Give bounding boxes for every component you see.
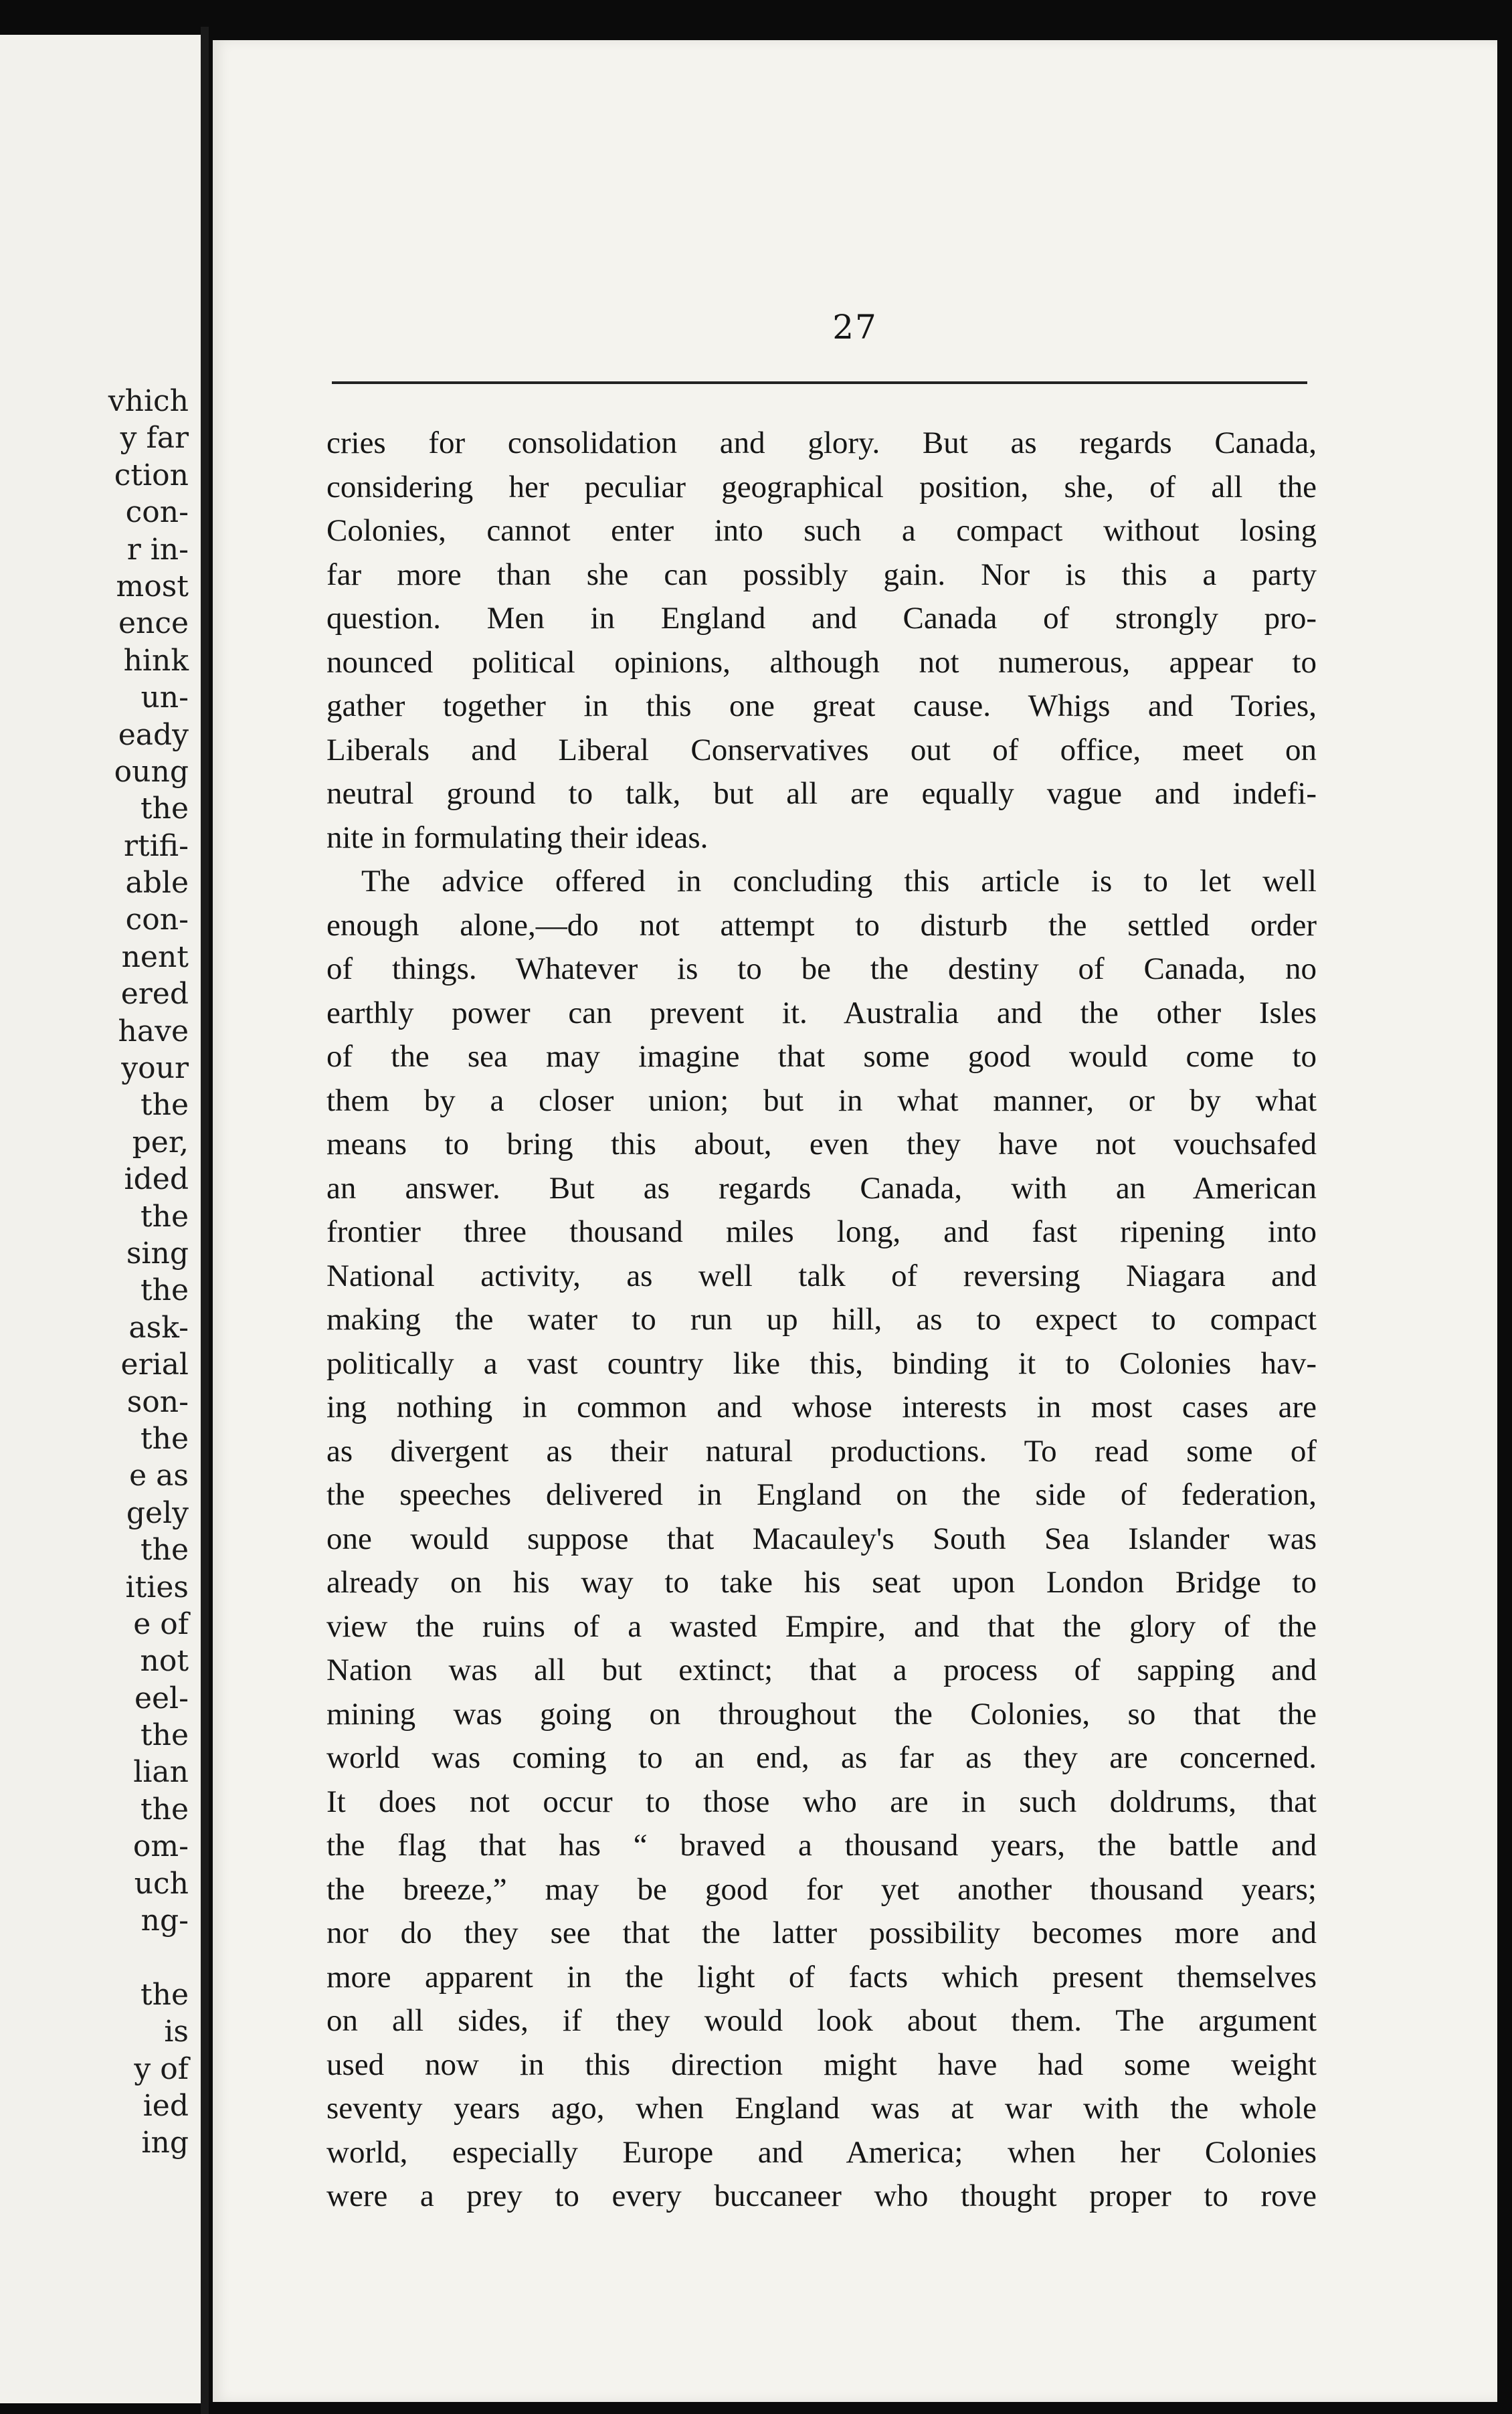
text-line: gather together in this one great cause. Whigs and Tories, xyxy=(326,688,1317,723)
facing-page-fragment: the xyxy=(140,1421,189,1456)
facing-page-fragment: the xyxy=(140,792,189,826)
paragraph-1 xyxy=(326,422,1317,860)
facing-page-fragment: ence xyxy=(118,606,189,641)
text-line: of the sea may imagine that some good would come to xyxy=(326,1039,1317,1074)
text-line: considering her peculiar geographical position, she, of all the xyxy=(326,469,1317,504)
page-number: 27 xyxy=(832,308,878,347)
text-line: view the ruins of a wasted Empire, and that the glory of the xyxy=(326,1608,1317,1644)
facing-page-fragment: e of xyxy=(133,1606,189,1641)
text-line: seventy years ago, when England was at war with the whole xyxy=(326,2091,1317,2126)
paragraph-2 xyxy=(326,860,1317,2219)
text-line: world, especially Europe and America; when her Colonies xyxy=(326,2134,1317,2170)
text-line: neutral ground to talk, but all are equally vague and indefi- xyxy=(326,776,1317,811)
text-line: Nation was all but extinct; that a process of sapping and xyxy=(326,1653,1317,1687)
facing-page-fragment: om- xyxy=(132,1829,189,1864)
text-line: one would suppose that Macauley's South Sea Islander was xyxy=(326,1521,1317,1556)
text-line: means to bring this about, even they have not vouchsafed xyxy=(326,1127,1317,1162)
facing-page-fragment: the xyxy=(140,1533,189,1568)
facing-page-fragment: is xyxy=(164,2015,189,2049)
facing-page-fragment: e as xyxy=(129,1459,189,1493)
text-line: world was coming to an end, as far as they are concerned. xyxy=(326,1740,1317,1775)
facing-page-fragment: the xyxy=(140,1792,189,1827)
header-rule xyxy=(332,381,1307,384)
facing-page-fragment: un- xyxy=(140,680,189,715)
text-line: already on his way to take his seat upon London Bridge to xyxy=(326,1565,1317,1600)
text-line: enough alone,—do not attempt to disturb the settled order xyxy=(326,907,1317,943)
facing-page-fragment: the xyxy=(140,1977,189,2012)
facing-page-fragment: the xyxy=(140,1718,189,1753)
text-line: It does not occur to those who are in such doldrums, that xyxy=(326,1784,1317,1819)
text-line: question. Men in England and Canada of strongly pro- xyxy=(326,601,1317,636)
facing-page-fragment: nent xyxy=(121,939,189,974)
page xyxy=(213,40,1497,2402)
facing-page-fragment: ided xyxy=(124,1162,189,1197)
facing-page-fragment: uch xyxy=(134,1866,189,1901)
text-line: ing nothing in common and whose interests in most cases are xyxy=(326,1390,1317,1424)
facing-page-fragment: eel- xyxy=(134,1681,189,1715)
facing-page xyxy=(0,35,201,2403)
text-line: Liberals and Liberal Conservatives out of office, meet on xyxy=(326,732,1317,767)
facing-page-fragment: have xyxy=(118,1014,189,1048)
facing-page-fragment: erial xyxy=(120,1348,189,1382)
text-line: the speeches delivered in England on the side of federation, xyxy=(326,1477,1317,1512)
facing-page-fragment: oung xyxy=(114,754,189,789)
text-line: Colonies, cannot enter into such a compact without losing xyxy=(326,513,1317,548)
text-line: far more than she can possibly gain. Nor is this a party xyxy=(326,557,1317,592)
text-line: nite in formulating their ideas. xyxy=(326,820,708,855)
facing-page-text-fragments xyxy=(108,383,189,2162)
text-line: the flag that has “ braved a thousand years, the battle and xyxy=(326,1828,1317,1863)
text-line: on all sides, if they would look about them. The argument xyxy=(326,2003,1317,2038)
facing-page-fragment: vhich xyxy=(108,384,189,418)
facing-page-fragment: gely xyxy=(126,1495,189,1530)
facing-page-fragment: ing xyxy=(141,2126,189,2160)
text-line: were a prey to every buccaneer who thought proper to rove xyxy=(326,2178,1317,2213)
facing-page-fragment: ng- xyxy=(140,1904,189,1938)
facing-page-fragment: ction xyxy=(114,458,189,492)
text-line: making the water to run up hill, as to expect to compact xyxy=(326,1302,1317,1337)
facing-page-fragment: most xyxy=(116,569,189,604)
facing-page-fragment: sing xyxy=(126,1236,189,1271)
text-line: cries for consolidation and glory. But as regards Canada, xyxy=(326,426,1317,460)
facing-page-fragment: hink xyxy=(123,643,189,678)
facing-page-fragment: the xyxy=(140,1199,189,1234)
facing-page-fragment: ered xyxy=(120,977,189,1012)
facing-page-fragment: son- xyxy=(126,1384,189,1419)
text-line: used now in this direction might have had some weight xyxy=(326,2047,1317,2082)
text-line: them by a closer union; but in what manner, or by what xyxy=(326,1083,1317,1118)
facing-page-fragment: able xyxy=(125,866,189,901)
facing-page-fragment: ask- xyxy=(128,1310,189,1345)
body-text xyxy=(326,422,1317,2219)
facing-page-fragment: y far xyxy=(120,421,189,456)
facing-page-fragment xyxy=(108,1939,189,1976)
facing-page-fragment: your xyxy=(121,1051,189,1086)
facing-page-fragment: rtifi- xyxy=(123,828,189,863)
text-line: mining was going on throughout the Colonies, so that the xyxy=(326,1696,1317,1732)
text-line: more apparent in the light of facts which present themselves xyxy=(326,1959,1317,1994)
text-line: nounced political opinions, although not numerous, appear to xyxy=(326,644,1317,680)
facing-page-fragment: the xyxy=(140,1273,189,1308)
facing-page-fragment: ities xyxy=(125,1570,189,1604)
facing-page-fragment: eady xyxy=(118,717,189,752)
facing-page-fragment: r in- xyxy=(126,532,189,567)
text-line: of things. Whatever is to be the destiny of Canada, no xyxy=(326,951,1317,986)
facing-page-fragment: not xyxy=(140,1644,189,1679)
text-line: as divergent as their natural productions. To read some of xyxy=(326,1433,1317,1469)
facing-page-fragment: the xyxy=(140,1088,189,1123)
text-line: National activity, as well talk of reversing Niagara and xyxy=(326,1258,1317,1293)
facing-page-fragment: con- xyxy=(125,903,189,937)
page-gutter xyxy=(201,27,209,2414)
text-line: the breeze,” may be good for yet another thousand years; xyxy=(326,1871,1317,1907)
text-line: earthly power can prevent it. Australia and the other Isles xyxy=(326,995,1317,1030)
text-line: nor do they see that the latter possibility becomes more and xyxy=(326,1916,1317,1950)
facing-page-fragment: lian xyxy=(133,1755,189,1790)
facing-page-fragment: con- xyxy=(125,495,189,530)
text-line: an answer. But as regards Canada, with an American xyxy=(326,1170,1317,1206)
facing-page-fragment: per, xyxy=(132,1125,189,1159)
facing-page-fragment: y of xyxy=(134,2051,189,2086)
text-line: politically a vast country like this, binding it to Colonies hav- xyxy=(326,1345,1317,1381)
text-line: The advice offered in concluding this article is to let well xyxy=(361,864,1317,899)
text-line: frontier three thousand miles long, and fast ripening into xyxy=(326,1214,1317,1249)
facing-page-fragment: ied xyxy=(143,2088,189,2123)
